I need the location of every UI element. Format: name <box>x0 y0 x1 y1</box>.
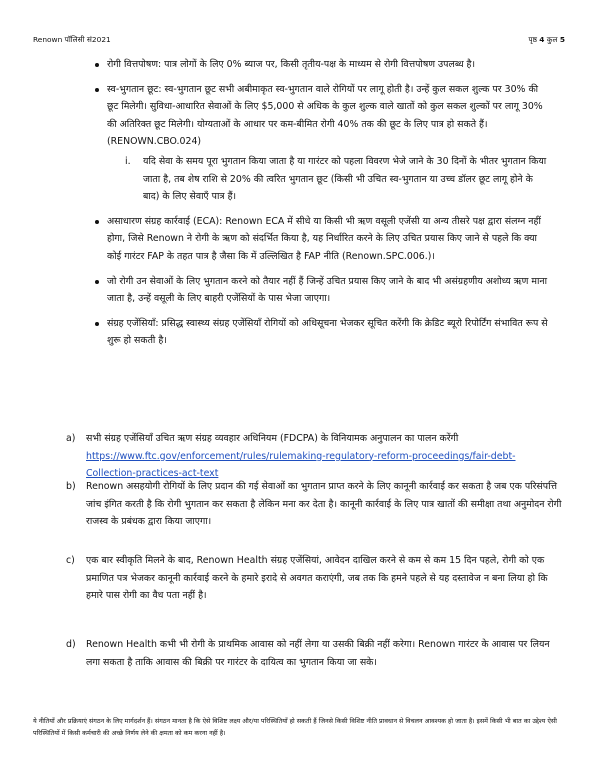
page-total: 5 <box>559 35 565 44</box>
bullet-financing <box>0 56 600 74</box>
item-marker: c) <box>66 555 75 566</box>
item-b <box>66 478 562 531</box>
header-policy: Renown पॉलिसी सं2021 <box>33 35 111 44</box>
fdcpa-link[interactable]: https://www.ftc.gov/enforcement/rules/rulemaking-regulatory-reform-proceedings/fair-debt-Collection-practices-act-text <box>86 450 516 480</box>
item-marker: d) <box>66 639 76 650</box>
bullet-eca <box>0 213 600 266</box>
sub-item-marker: i. <box>125 155 131 167</box>
item-text: Renown Health कभी भी रोगी के प्राथमिक आवास को नहीं लेगा या उसकी बिक्री नहीं करेगा। Renown गारंटर के आवास पर लियन लगा सकता है ताकि आवास की बिक्री पर गारंटर के दायित्व का भुगतान किया जा सके। <box>86 639 550 668</box>
bullet-self-pay-discount <box>0 81 600 206</box>
item-text: एक बार स्वीकृति मिलने के बाद, Renown Health संग्रह एजेंसियां, आवेदन दाखिल करने से कम से कम 15 दिन पहले, रोगी को एक प्रमाणित पत्र भेजकर कानूनी कार्रवाई करने के हमारे इरादे से अवगत कराएंगी, जब तक कि हमने पहले से यह दस्तावेज न बना लिया हो कि हमारे पास रोगी का वैध पता नहीं है। <box>86 555 548 602</box>
header-page-number <box>528 35 565 45</box>
bullet-text: जो रोगी उन सेवाओं के लिए भुगतान करने को तैयार नहीं हैं जिन्हें उचित प्रयास किए जाने के बाद भी असंग्रहणीय अशोध्य ऋण माना जाता है, उन्हें वसूली के लिए बाहरी एजेंसियों के पास भेजा जाएगा। <box>107 275 548 305</box>
bullet-list <box>0 56 600 357</box>
bullet-collection-agencies <box>0 315 600 350</box>
item-text: सभी संग्रह एजेंसियाँ उचित ऋण संग्रह व्यवहार अधिनियम (FDCPA) के विनियामक अनुपालन का पालन करेंगी <box>86 433 459 444</box>
page-current: 4 <box>539 35 545 44</box>
bullet-text: रोगी वित्तपोषण: पात्र लोगों के लिए 0% ब्याज पर, किसी तृतीय-पक्ष के माध्यम से रोगी वित्तपोषण उपलब्ध है। <box>107 59 476 70</box>
sub-item-text: यदि सेवा के समय पूरा भुगतान किया जाता है या गारंटर को पहला विवरण भेजे जाने के 30 दिनों के भीतर भुगतान किया जाता है, तब शेष राशि से 20% की त्वरित भुगतान छूट (किसी भी उचित स्व-भुगतान या उच्च डॉलर छूट लागू होने के बाद) के लिए सेवाएँ पात्र हैं। <box>143 155 547 203</box>
item-marker: a) <box>66 433 76 444</box>
item-a <box>66 430 562 483</box>
footer-disclaimer: ये नीतियाँ और प्रक्रियाएं संगठन के लिए मार्गदर्शन हैं। संगठन मानता है कि ऐसे विशिष्ट लक्ष्य और/या परिस्थितियाँ हो सकती हैं जिनसे किसी विशिष्ट नीति प्रावधान से विचलन आवश्यक हो जाता है। इसमें किसी भी बात का उद्देश्य ऐसी परिस्थितियों में किसी कर्मचारी की अच्छे निर्णय लेने की क्षमता को कम करना नहीं है। <box>33 717 557 737</box>
bullet-text: स्व-भुगतान छूट: स्व-भुगतान छूट सभी अबीमाकृत स्व-भुगतान वाले रोगियों पर लागू होती है। उन्हें कुल सकल शुल्क पर 30% की छूट मिलेगी। सुविधा-आधारित सेवाओं के लिए $5,000 से अधिक के कुल शुल्क वाले खातों को कुल सकल शुल्कों पर लागू 30% की अतिरिक्त छूट मिलेगी। योग्यताओं के आधार पर कम-बीमित रोगी 40% तक की छूट के लिए पात्र हो सकते हैं। (RENOWN.CBO.024) <box>107 83 543 148</box>
sub-item-prompt-pay <box>107 153 552 206</box>
item-marker: b) <box>66 481 76 492</box>
item-d <box>66 636 562 671</box>
page-middle: कुल <box>544 35 560 44</box>
item-text: Renown असहयोगी रोगियों के लिए प्रदान की गई सेवाओं का भुगतान प्राप्त करने के लिए कानूनी कार्रवाई कर सकता है जब एक परिसंपत्ति जांच इंगित करती है कि रोगी भुगतान कर सकता है लेकिन मना कर देता है। कानूनी कार्रवाई के लिए पात्र खातों की समीक्षा तथा अनुमोदन रोगी राजस्व के प्रबंधक द्वारा किया जाएगा। <box>86 481 562 528</box>
page-prefix: पृष्ठ <box>528 35 540 44</box>
bullet-text: असाधारण संग्रह कार्रवाई (ECA): Renown ECA में सीधे या किसी भी ऋण वसूली एजेंसी या अन्य तीसरे पक्ष द्वारा संलग्न नहीं होगा, जिसे Renown ने रोगी के ऋण को संदर्भित किया है, यह निर्धारित करने के लिए उचित प्रयास किए जाने से पहले कि क्या कोई गारंटर FAP के तहत पात्र है जैसा कि में उल्लिखित है FAP नीति (Renown.SPC.006.)। <box>107 215 541 262</box>
bullet-bad-debt <box>0 273 600 308</box>
item-c <box>66 552 562 605</box>
bullet-text: संग्रह एजेंसियाँ: प्रसिद्ध स्वास्थ्य संग्रह एजेंसियाँ रोगियों को अधिसूचना भेजकर सूचित करेंगी कि क्रेडिट ब्यूरो रिपोर्टिंग संभावित रूप से शुरू हो सकती है। <box>107 317 548 347</box>
